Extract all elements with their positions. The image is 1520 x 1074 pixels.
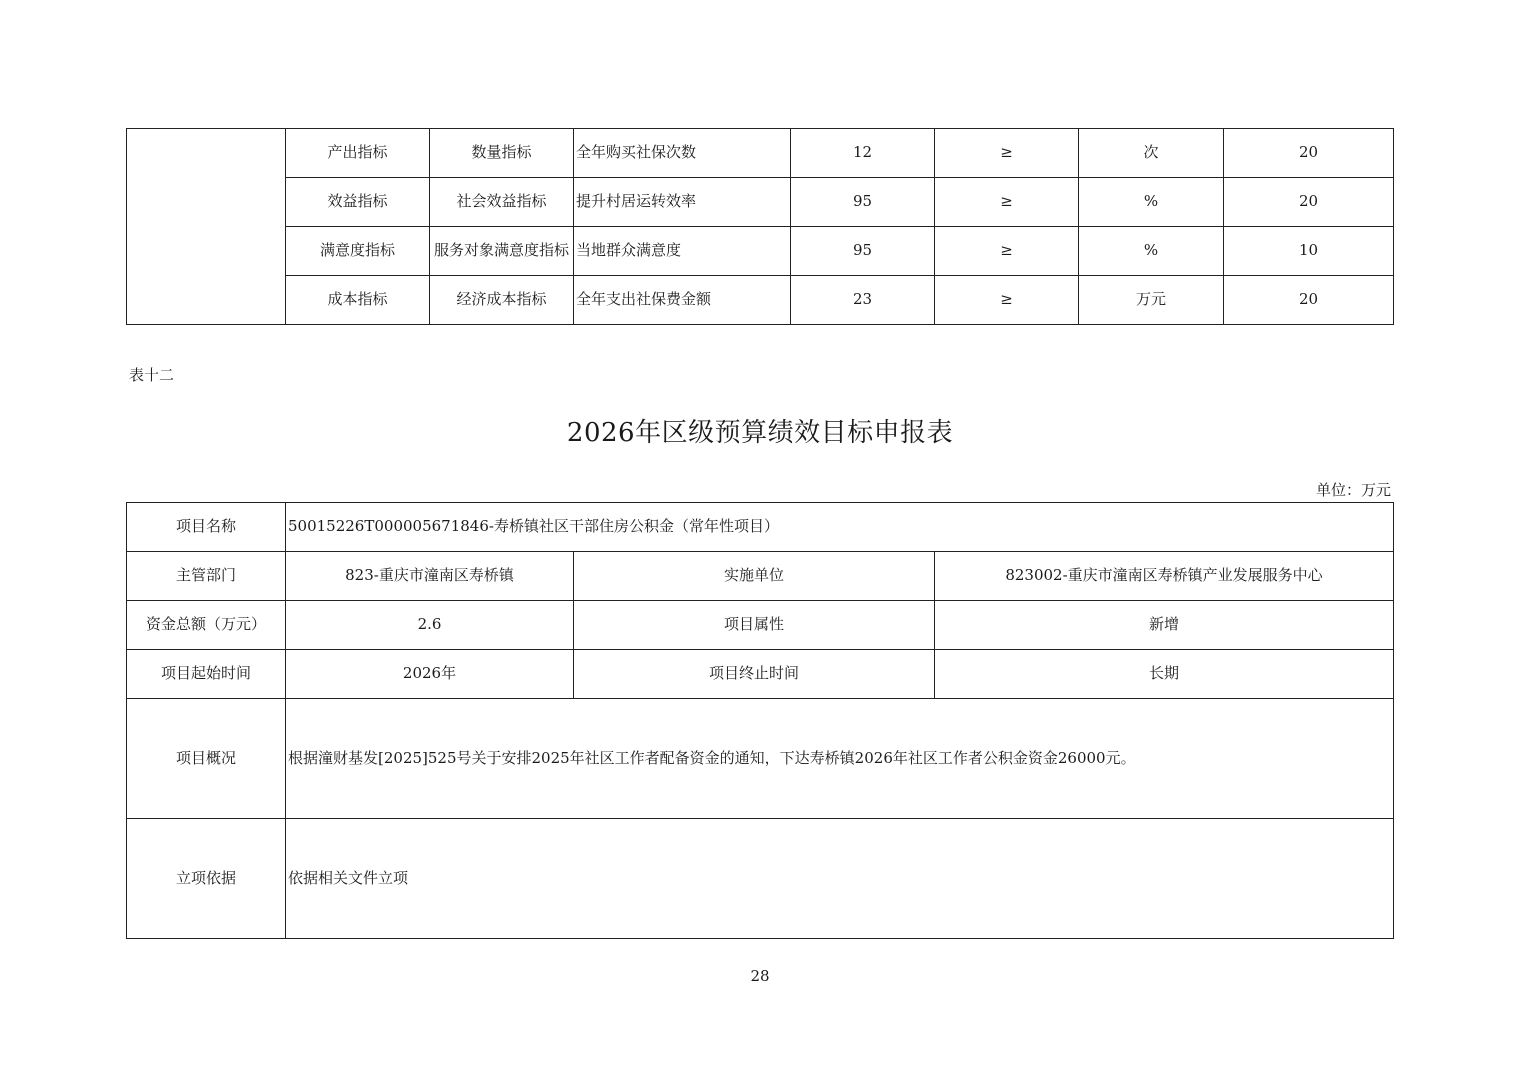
indicator-value: 23 bbox=[791, 276, 935, 325]
attr-value: 新增 bbox=[935, 601, 1394, 650]
indicator-unit: 万元 bbox=[1079, 276, 1224, 325]
impl-value: 823002-重庆市潼南区寿桥镇产业发展服务中心 bbox=[935, 552, 1394, 601]
project-name-row bbox=[127, 503, 1394, 552]
indicator-level2: 数量指标 bbox=[430, 129, 574, 178]
basis-row bbox=[127, 819, 1394, 939]
indicator-name: 当地群众满意度 bbox=[574, 227, 791, 276]
indicator-operator: ≥ bbox=[935, 227, 1079, 276]
indicator-unit: % bbox=[1079, 178, 1224, 227]
impl-label: 实施单位 bbox=[574, 552, 935, 601]
project-name-label: 项目名称 bbox=[127, 503, 286, 552]
indicator-name: 提升村居运转效率 bbox=[574, 178, 791, 227]
end-value: 长期 bbox=[935, 650, 1394, 699]
indicator-level1: 满意度指标 bbox=[286, 227, 430, 276]
page-number: 28 bbox=[750, 967, 770, 985]
overview-row bbox=[127, 699, 1394, 819]
indicator-name: 全年支出社保费金额 bbox=[574, 276, 791, 325]
indicator-value: 95 bbox=[791, 227, 935, 276]
indicator-table bbox=[126, 128, 1394, 325]
indicator-row bbox=[127, 129, 1394, 178]
indicator-value: 12 bbox=[791, 129, 935, 178]
indicator-row bbox=[127, 227, 1394, 276]
fund-row bbox=[127, 601, 1394, 650]
end-label: 项目终止时间 bbox=[574, 650, 935, 699]
basis-value: 依据相关文件立项 bbox=[286, 819, 1394, 939]
indicator-value: 95 bbox=[791, 178, 935, 227]
indicator-weight: 10 bbox=[1224, 227, 1394, 276]
indicator-row bbox=[127, 178, 1394, 227]
fund-value: 2.6 bbox=[286, 601, 574, 650]
project-name-value: 50015226T000005671846-寿桥镇社区干部住房公积金（常年性项目） bbox=[286, 503, 1394, 552]
attr-label: 项目属性 bbox=[574, 601, 935, 650]
start-value: 2026年 bbox=[286, 650, 574, 699]
department-row bbox=[127, 552, 1394, 601]
indicator-level1: 效益指标 bbox=[286, 178, 430, 227]
indicator-level1: 成本指标 bbox=[286, 276, 430, 325]
indicator-operator: ≥ bbox=[935, 178, 1079, 227]
fund-label: 资金总额（万元） bbox=[127, 601, 286, 650]
dept-value: 823-重庆市潼南区寿桥镇 bbox=[286, 552, 574, 601]
basis-label: 立项依据 bbox=[127, 819, 286, 939]
indicator-operator: ≥ bbox=[935, 129, 1079, 178]
indicator-level2: 社会效益指标 bbox=[430, 178, 574, 227]
indicator-blank-cell bbox=[127, 129, 286, 325]
overview-label: 项目概况 bbox=[127, 699, 286, 819]
dept-label: 主管部门 bbox=[127, 552, 286, 601]
indicator-name: 全年购买社保次数 bbox=[574, 129, 791, 178]
overview-value: 根据潼财基发[2025]525号关于安排2025年社区工作者配备资金的通知，下达寿桥镇2026年社区工作者公积金资金26000元。 bbox=[286, 699, 1394, 819]
indicator-level1: 产出指标 bbox=[286, 129, 430, 178]
indicator-row bbox=[127, 276, 1394, 325]
indicator-weight: 20 bbox=[1224, 129, 1394, 178]
start-label: 项目起始时间 bbox=[127, 650, 286, 699]
indicator-level2: 经济成本指标 bbox=[430, 276, 574, 325]
indicator-unit: 次 bbox=[1079, 129, 1224, 178]
time-row bbox=[127, 650, 1394, 699]
project-form-table bbox=[126, 502, 1394, 939]
form-title: 2026年区级预算绩效目标申报表 bbox=[566, 418, 954, 448]
indicator-weight: 20 bbox=[1224, 178, 1394, 227]
indicator-level2: 服务对象满意度指标 bbox=[430, 227, 574, 276]
table-caption: 表十二 bbox=[129, 366, 175, 384]
unit-label: 单位：万元 bbox=[1315, 481, 1391, 499]
indicator-weight: 20 bbox=[1224, 276, 1394, 325]
indicator-operator: ≥ bbox=[935, 276, 1079, 325]
indicator-unit: % bbox=[1079, 227, 1224, 276]
